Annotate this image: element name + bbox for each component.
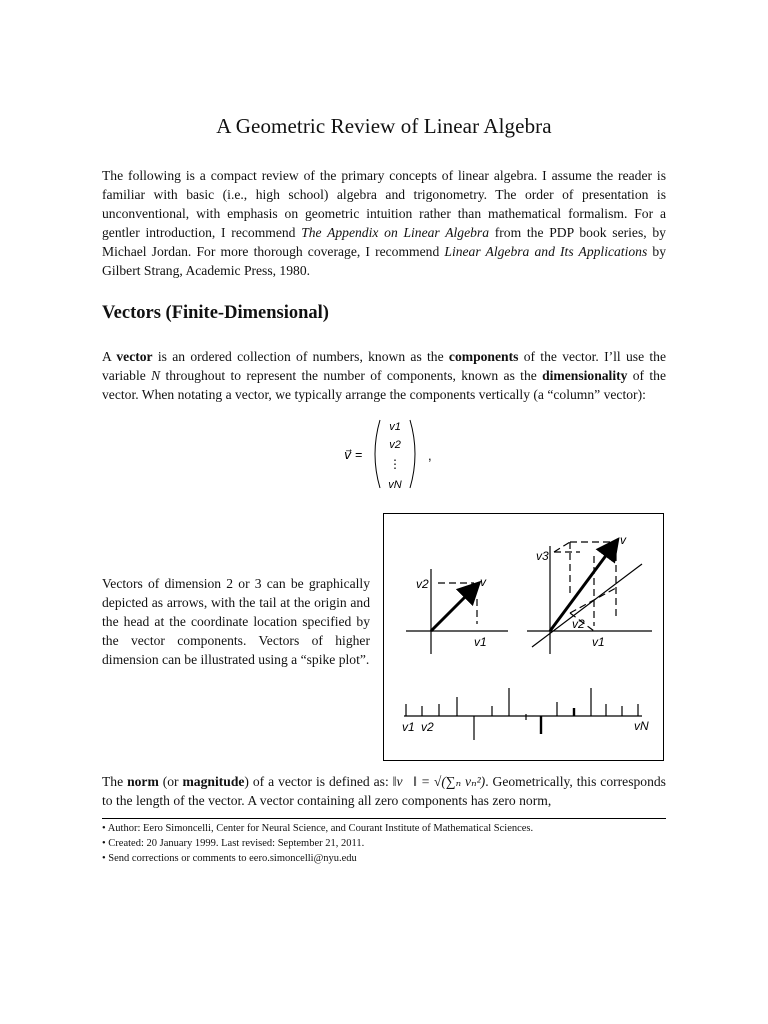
norm-text-1: The <box>102 774 128 789</box>
term-norm: norm <box>127 774 159 789</box>
entry-vn: vN <box>388 479 402 491</box>
section-heading: Vectors (Finite-Dimensional) <box>102 303 329 323</box>
column-vector-equation <box>340 414 450 494</box>
label-v-3d: v <box>620 533 626 547</box>
vector-text-2: is an ordered collection of numbers, known as the <box>152 349 449 364</box>
entry-vdots: ⋮ <box>389 457 401 471</box>
footnote-created: • Created: 20 January 1999. Last revised: September 21, 2011. <box>102 838 365 849</box>
book-title-strang: Linear Algebra and Its Applications <box>444 244 648 259</box>
label-v-2d: v <box>480 575 486 589</box>
vector-arrow-2d <box>431 585 477 631</box>
norm-text-2: (or <box>158 774 183 789</box>
vector-text-5: of the vector. When notating a vector, we typically arrange the components vertically (a “column” vector): <box>102 368 666 402</box>
label-v1-3d: v1 <box>592 635 605 649</box>
plot-3d <box>527 533 652 654</box>
norm-formula: ‖v⃗‖ = √(∑ₙ vₙ²) <box>392 774 486 789</box>
footnote-contact: • Send corrections or comments to eero.simoncelli@nyu.edu <box>102 853 357 864</box>
equation-lhs: v⃗ = <box>344 448 363 462</box>
footnote-author: • Author: Eero Simoncelli, Center for Neural Science, and Courant Institute of Mathematical Sciences. <box>102 823 534 834</box>
label-v2-3d: v2 <box>572 617 585 631</box>
dashed-base-3d <box>570 588 616 613</box>
right-paren <box>410 420 415 488</box>
label-v1-2d: v1 <box>474 635 487 649</box>
label-spike-v2: v2 <box>421 720 434 734</box>
label-spike-vn: vN <box>634 719 649 733</box>
norm-paragraph <box>102 772 666 810</box>
dashed-top-diag-3d <box>554 542 570 552</box>
term-components: components <box>448 349 519 364</box>
vector-paragraph <box>102 347 666 404</box>
term-dimensionality: dimensionality <box>542 368 628 383</box>
vector-depiction-paragraph: Vectors of dimension 2 or 3 can be graphically depicted as arrows, with the tail at the origin and the head at the coordinate location specified by the vector components. Vectors of higher dimension can be illustrated using a “spike plot”. <box>102 576 370 667</box>
vector-text-3: of the vector. I’ll use the variable <box>102 349 666 383</box>
vector-figure <box>383 513 664 761</box>
spike-plot <box>402 688 649 740</box>
vector-text-4: throughout to represent the number of components, known as the <box>160 368 543 383</box>
term-vector: vector <box>116 349 153 364</box>
intro-text-2: from the PDP book series, by Michael Jordan. For more thorough coverage, I recommend <box>102 225 666 259</box>
entry-v1: v1 <box>389 421 401 433</box>
entry-v2: v2 <box>389 439 401 451</box>
equation-comma: , <box>428 448 432 463</box>
intro-text-1: The following is a compact review of the primary concepts of linear algebra. I assume the reader is familiar with basic (i.e., high school) algebra and trigonometry. The order of presentation is unconventional, with emphasis on geometric intuition rather than mathematical formalism. For a gentler introduction, I recommend <box>102 168 666 240</box>
label-v2-2d: v2 <box>416 577 429 591</box>
vector-text-1: A <box>102 349 117 364</box>
plot-2d <box>406 569 508 654</box>
term-magnitude: magnitude <box>182 774 245 789</box>
label-v3-3d: v3 <box>536 549 549 563</box>
vector-figure-svg <box>384 514 662 759</box>
book-title-pdp: The Appendix on Linear Algebra <box>301 225 489 240</box>
norm-text-4: . Geometrically, this corresponds to the length of the vector. A vector containing all zero components has zero norm, <box>102 774 666 808</box>
document-title: A Geometric Review of Linear Algebra <box>216 114 552 138</box>
left-paren <box>375 420 380 488</box>
z-axis-3d <box>532 564 642 647</box>
variable-n: N <box>151 368 161 383</box>
label-spike-v1: v1 <box>402 720 415 734</box>
norm-text-3: ) of a vector is defined as: <box>244 774 393 789</box>
intro-paragraph <box>102 166 666 280</box>
footnote-rule <box>102 818 666 819</box>
intro-text-3: by Gilbert Strang, Academic Press, 1980. <box>102 244 666 278</box>
